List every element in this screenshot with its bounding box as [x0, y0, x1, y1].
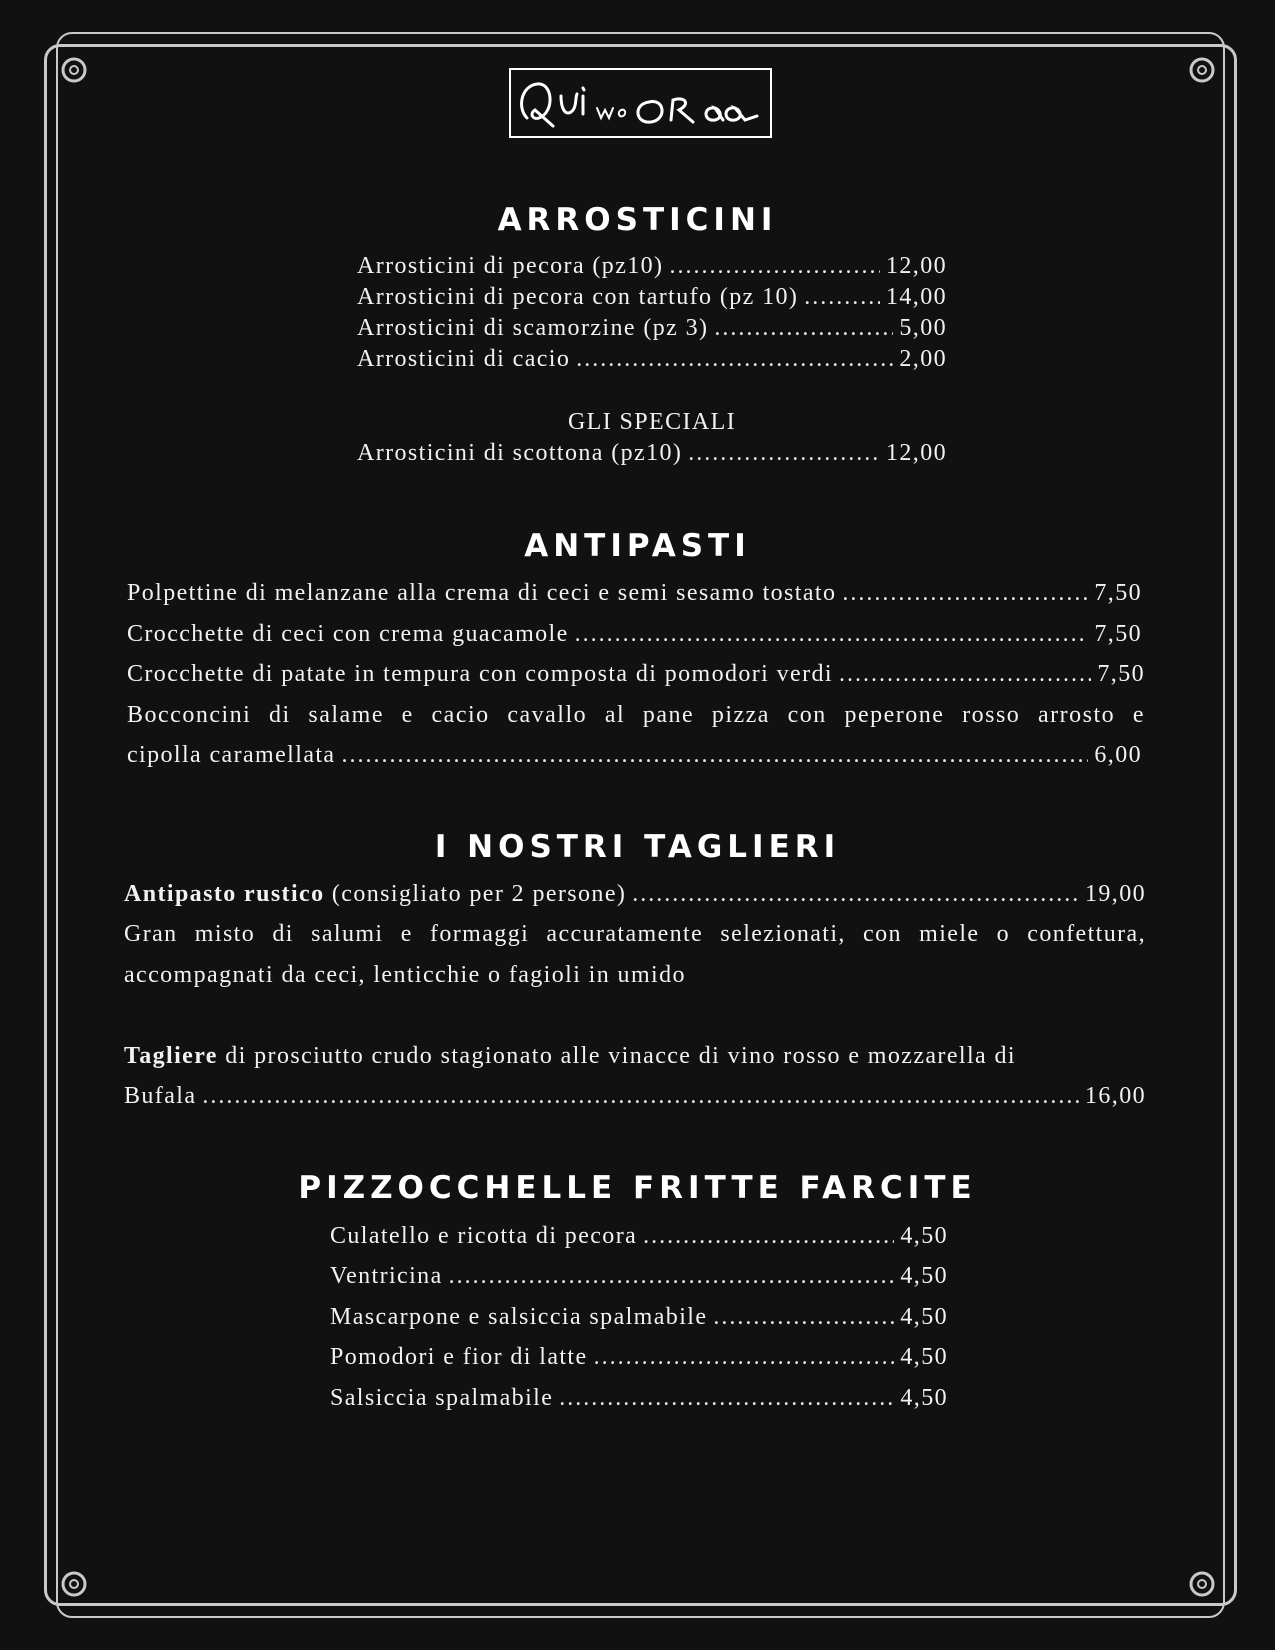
item-name: Ventricina — [330, 1263, 443, 1289]
menu-item — [127, 619, 1142, 649]
item-price: 4,50 — [900, 1263, 948, 1289]
leader-dots — [202, 1081, 1079, 1111]
item-name: Crocchette di ceci con crema guacamole — [127, 621, 569, 647]
item-price: 4,50 — [900, 1385, 948, 1411]
item-price: 4,50 — [900, 1223, 948, 1249]
item-name: Arrosticini di scottona (pz10) — [357, 440, 683, 466]
corner-ornament-icon — [1182, 50, 1222, 90]
menu-item — [127, 740, 1142, 770]
menu-item — [127, 659, 1145, 689]
corner-ornament-icon — [1182, 1564, 1222, 1604]
menu-item — [357, 438, 947, 468]
item-price: 19,00 — [1085, 881, 1146, 907]
item-name: Culatello e ricotta di pecora — [330, 1223, 638, 1249]
item-name: Pomodori e fior di latte — [330, 1344, 588, 1370]
item-name: Arrosticini di scamorzine (pz 3) — [357, 315, 709, 341]
item-price: 14,00 — [886, 284, 947, 310]
section-title-antipasti: ANTIPASTI — [524, 528, 751, 564]
leader-dots — [594, 1342, 895, 1372]
leader-dots — [713, 1302, 894, 1332]
item-price: 2,00 — [899, 346, 947, 372]
item-price: 4,50 — [900, 1304, 948, 1330]
item-name: Mascarpone e salsiccia spalmabile — [330, 1304, 708, 1330]
item-price: 7,50 — [1094, 621, 1142, 647]
item-name: Arrosticini di cacio — [357, 346, 571, 372]
item-price: 6,00 — [1094, 742, 1142, 768]
item-description: Gran misto di salumi e formaggi accuratamente selezionati, con miele o confettura, — [124, 921, 1146, 947]
menu-item — [330, 1342, 948, 1372]
corner-ornament-icon — [54, 1564, 94, 1604]
leader-dots — [632, 879, 1079, 909]
menu-item — [330, 1221, 948, 1251]
leader-dots — [342, 740, 1089, 770]
item-name: cipolla caramellata — [127, 742, 336, 768]
section-title-pizzocchelle: PIZZOCCHELLE FRITTE FARCITE — [298, 1170, 977, 1206]
menu-item — [357, 313, 947, 343]
item-name-bold: Tagliere — [124, 1043, 218, 1069]
leader-dots — [575, 619, 1089, 649]
item-price: 12,00 — [886, 440, 947, 466]
item-name: Crocchette di patate in tempura con composta di pomodori verdi — [127, 661, 833, 687]
item-name: Bufala — [124, 1083, 197, 1109]
menu-item — [357, 251, 947, 281]
item-description: accompagnati da ceci, lenticchie o fagioli in umido — [124, 962, 686, 988]
item-name: Arrosticini di pecora con tartufo (pz 10) — [357, 284, 799, 310]
leader-dots — [643, 1221, 894, 1251]
leader-dots — [559, 1383, 894, 1413]
menu-item — [357, 344, 947, 374]
leader-dots — [839, 659, 1091, 689]
item-name-rest: di prosciutto crudo stagionato alle vinacce di vino rosso e mozzarella di — [225, 1043, 1016, 1069]
menu-item — [357, 282, 947, 312]
leader-dots — [688, 438, 880, 468]
menu-item — [124, 879, 1146, 909]
leader-dots — [449, 1261, 895, 1291]
item-name-rest: (consigliato per 2 persone) — [331, 881, 627, 907]
leader-dots — [669, 251, 880, 281]
item-name: Polpettine di melanzane alla crema di ceci e semi sesamo tostato — [127, 580, 837, 606]
leader-dots — [804, 282, 880, 312]
leader-dots — [842, 578, 1088, 608]
specials-label: GLI SPECIALI — [567, 409, 737, 435]
leader-dots — [576, 344, 893, 374]
menu-item — [124, 1081, 1146, 1111]
item-name-line1: Bocconcini di salame e cacio cavallo al pane pizza con peperone rosso arrosto e — [127, 702, 1145, 728]
item-name: Arrosticini di pecora (pz10) — [357, 253, 664, 279]
item-price: 7,50 — [1097, 661, 1145, 687]
menu-item — [330, 1261, 948, 1291]
item-name-bold: Antipasto rustico — [124, 881, 325, 907]
item-name: Salsiccia spalmabile — [330, 1385, 554, 1411]
item-price: 7,50 — [1094, 580, 1142, 606]
item-price: 12,00 — [886, 253, 947, 279]
menu-item-line1 — [124, 1041, 1016, 1071]
menu-item — [127, 578, 1142, 608]
section-title-taglieri: I NOSTRI TAGLIERI — [434, 829, 841, 865]
item-price: 16,00 — [1085, 1083, 1146, 1109]
restaurant-logo — [509, 68, 772, 138]
menu-item — [330, 1383, 948, 1413]
leader-dots — [714, 313, 893, 343]
item-price: 4,50 — [900, 1344, 948, 1370]
corner-ornament-icon — [54, 50, 94, 90]
section-title-arrosticini: ARROSTICINI — [497, 202, 778, 238]
item-price: 5,00 — [899, 315, 947, 341]
item-name — [124, 879, 626, 909]
menu-item — [330, 1302, 948, 1332]
